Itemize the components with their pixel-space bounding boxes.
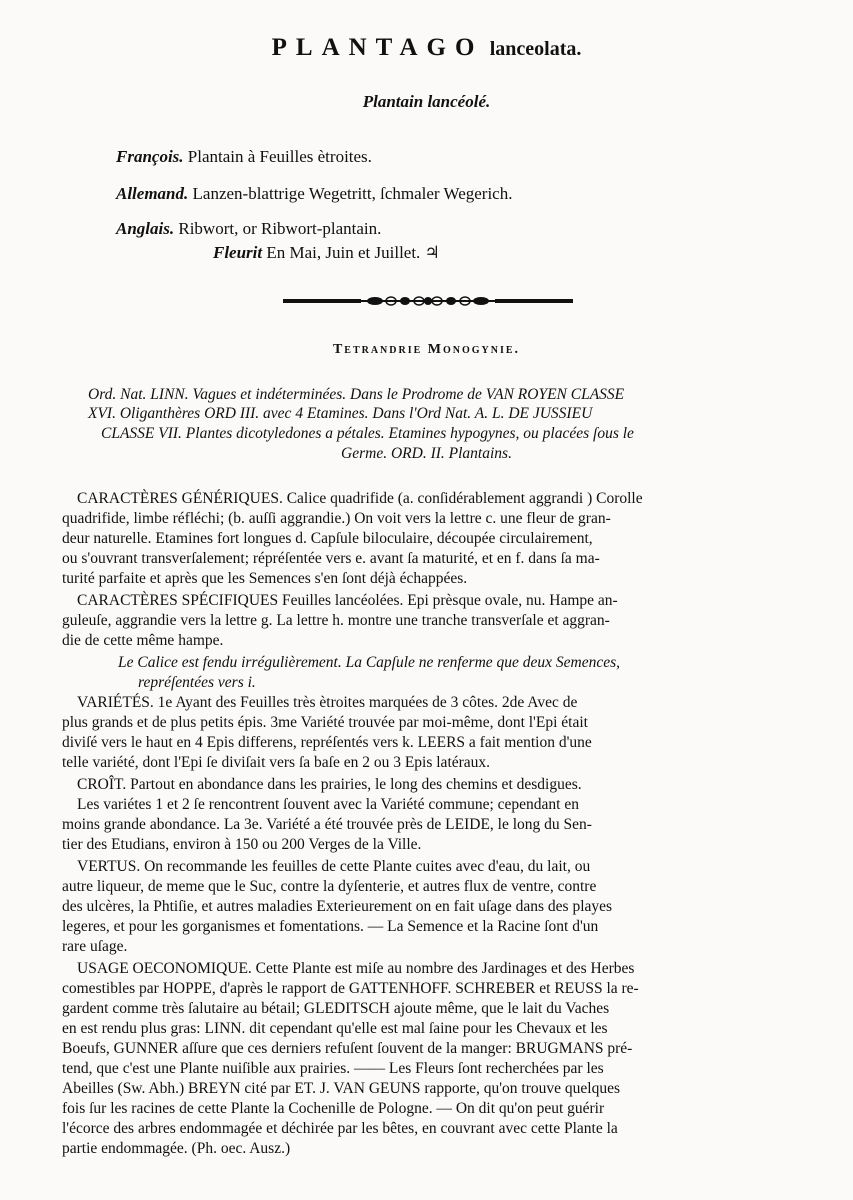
body-line: quadrifide, limbe réfléchi; (b. auſſi aggrandie.) On voit vers la lettre c. une fleur de gran- [62, 510, 611, 527]
body-line: VERTUS. On recommande les feuilles de cette Plante cuites avec d'eau, du lait, ou [77, 858, 591, 875]
vernacular-english [116, 219, 381, 239]
order-line: CLASSE VII. Plantes dicotyledones a pétales. Etamines hypogynes, ou placées ſous le [101, 425, 634, 442]
vernacular-name: Ribwort, or Ribwort-plantain. [178, 219, 382, 238]
flowering-line [213, 243, 440, 263]
vernacular-german [116, 184, 512, 204]
vernacular-name: Lanzen-blattrige Wegetritt, ſchmaler Wegerich. [192, 184, 513, 203]
body-line: plus grands et de plus petits épis. 3me Variété trouvée par moi-même, dont l'Epi était [62, 714, 588, 731]
order-line: Ord. Nat. LINN. Vagues et indéterminées. Dans le Prodrome de VAN ROYEN CLASSE [88, 386, 625, 403]
body-line: rare uſage. [62, 938, 128, 955]
class-heading: Tetrandrie Monogynie. [332, 342, 521, 357]
vernacular-lang: Allemand. [116, 184, 189, 203]
genus-name: PLANTAGO [271, 34, 484, 61]
body-line: gardent comme très ſalutaire au bétail; GLEDITSCH ajoute même, que le lait du Vaches [62, 1000, 610, 1017]
body-line: fois ſur les racines de cette Plante la Cochenille de Pologne. — On dit qu'on peut guérir [62, 1100, 605, 1117]
body-line: deur naturelle. Etamines fort longues d. Capſule biloculaire, découpée circulairement, [62, 530, 593, 547]
vernacular-lang: Anglais. [116, 219, 175, 238]
body-line: partie endommagée. (Ph. oec. Ausz.) [62, 1140, 291, 1157]
page-title [0, 34, 853, 62]
body-line: diviſé vers le haut en 4 Epis differens, repréſentés vers k. LEERS a fait mention d'une [62, 734, 592, 751]
body-line: autre liqueur, de meme que le Suc, contre la dyſenterie, et autres flux de ventre, contre [62, 878, 597, 895]
body-line: Les variétes 1 et 2 ſe rencontrent ſouvent avec la Variété commune; cependant en [77, 796, 579, 813]
body-line: VARIÉTÉS. 1e Ayant des Feuilles très ètroites marquées de 3 côtes. 2de Avec de [77, 694, 578, 711]
body-line: ou s'ouvrant transverſalement; répréſentée vers e. avant ſa maturité, et en f. dans ſa ma- [62, 550, 600, 567]
body-line: USAGE OECONOMIQUE. Cette Plante est miſe au nombre des Jardinages et des Herbes [77, 960, 635, 977]
body-line: des ulcères, la Phtiſie, et autres maladies Exterieurement on en fait uſage dans des playes [62, 898, 613, 915]
body-line: tend, que c'est une Plante nuiſible aux prairies. —— Les Fleurs ſont recherchées par les [62, 1060, 604, 1077]
body-line: Abeilles (Sw. Abh.) BREYN cité par ET. J. VAN GEUNS rapporte, qu'on trouve quelques [62, 1080, 620, 1097]
flowering-text: En Mai, Juin et Juillet. ♃ [266, 243, 440, 262]
body-line: comestibles par HOPPE, d'après le rapport de GATTENHOFF. SCHREBER et REUSS la re- [62, 980, 639, 997]
body-line: Boeufs, GUNNER aſſure que ces derniers refuſent ſouvent de la manger: BRUGMANS pré- [62, 1040, 633, 1057]
body-line: moins grande abondance. La 3e. Variété a été trouvée près de LEIDE, le long du Sen- [62, 816, 592, 833]
body-line: en est rendu plus gras: LINN. dit cependant qu'elle est mal ſaine pour les Chevaux et les [62, 1020, 608, 1037]
vernacular-lang: François. [116, 147, 184, 166]
body-line: CROÎT. Partout en abondance dans les prairies, le long des chemins et desdigues. [77, 776, 582, 793]
page-subtitle: Plantain lancéolé. [362, 92, 491, 111]
body-line: telle variété, dont l'Epi ſe diviſait vers ſa baſe en 2 ou 3 Epis latéraux. [62, 754, 491, 771]
body-line: l'écorce des arbres endommagée et déchirée par les bêtes, en couvrant avec cette Plante la [62, 1120, 618, 1137]
body-line: guleuſe, aggrandie vers la lettre g. La lettre h. montre une tranche transverſale et aggran- [62, 612, 610, 629]
vernacular-french [116, 147, 372, 167]
body-line: legeres, et pour les gorganismes et fomentations. — La Semence et la Racine ſont d'un [62, 918, 599, 935]
body-line: repréſentées vers i. [138, 674, 256, 691]
ornamental-divider [283, 295, 573, 307]
species-name: lanceolata. [489, 38, 582, 60]
body-line: Le Calice est fendu irrégulièrement. La Capſule ne renferme que deux Semences, [118, 654, 621, 671]
flowering-label: Fleurit [213, 243, 263, 262]
body-line: die de cette même hampe. [62, 632, 224, 649]
vernacular-name: Plantain à Feuilles ètroites. [187, 147, 372, 166]
body-line: tier des Etudians, environ à 150 ou 200 Verges de la Ville. [62, 836, 422, 853]
order-line: XVI. Oliganthères ORD III. avec 4 Etamines. Dans l'Ord Nat. A. L. DE JUSSIEU [88, 405, 593, 422]
body-line: CARACTÈRES SPÉCIFIQUES Feuilles lancéolées. Epi prèsque ovale, nu. Hampe an- [77, 592, 618, 609]
body-line: turité parfaite et après que les Semences s'en ſont déjà échappées. [62, 570, 468, 587]
order-line: Germe. ORD. II. Plantains. [341, 445, 512, 462]
body-line: CARACTÈRES GÉNÉRIQUES. Calice quadrifide (a. conſidérablement aggrandi ) Corolle [77, 490, 643, 507]
